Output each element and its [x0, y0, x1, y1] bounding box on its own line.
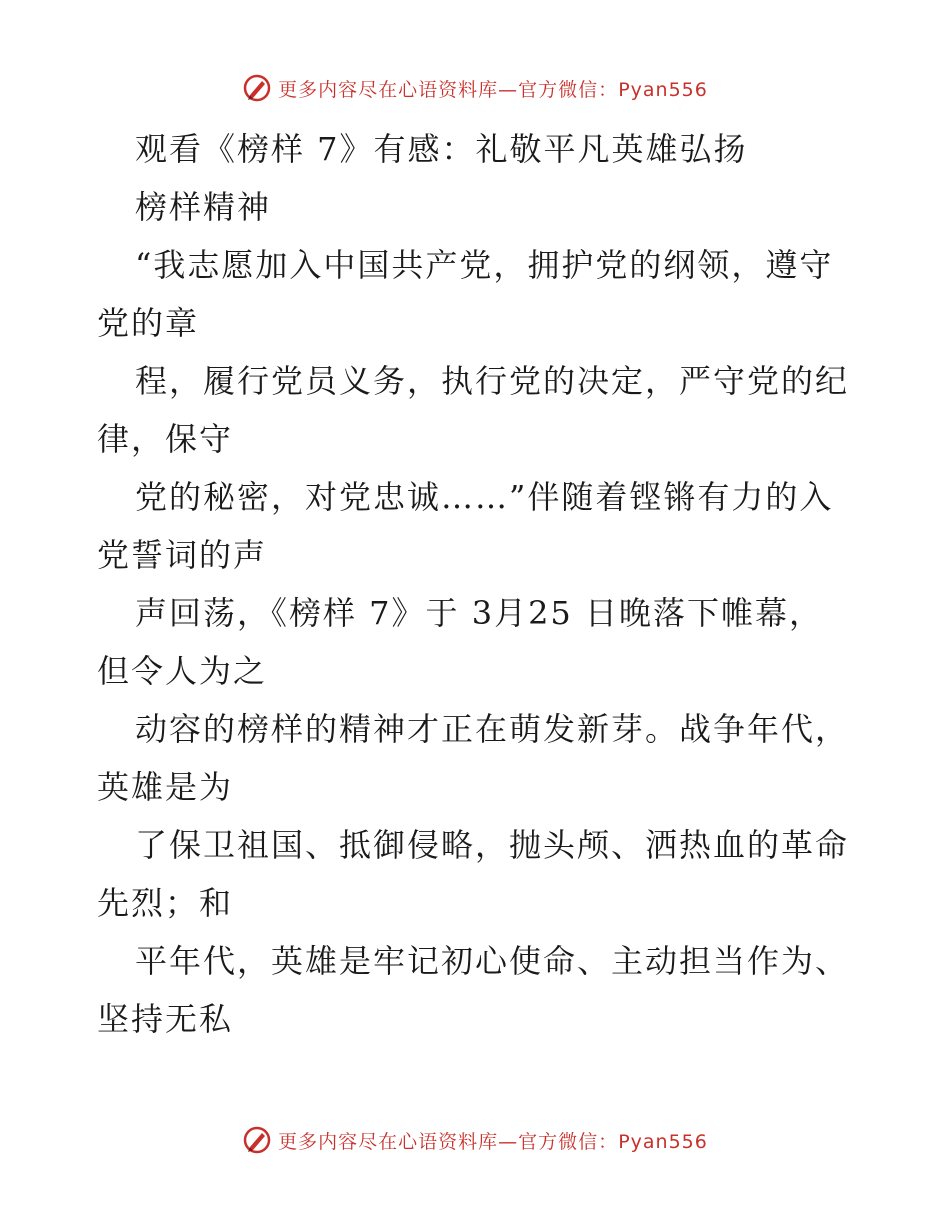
- doc-line: 先烈；和: [97, 884, 234, 922]
- doc-line: 了保卫祖国、抵御侵略，抛头颅、洒热血的革命: [135, 826, 850, 864]
- watermark-wechat-id: Pyan556: [618, 78, 708, 101]
- doc-line: 榜样精神: [135, 188, 272, 226]
- watermark-site: 更多内容尽在心语资料库: [278, 1130, 499, 1153]
- doc-line: 党誓词的声: [97, 536, 268, 574]
- watermark-separator: —: [498, 1130, 519, 1153]
- pen-logo-icon: [242, 1125, 272, 1155]
- doc-line: 党的秘密，对党忠诚……”伴随着铿锵有力的入: [135, 478, 834, 516]
- doc-line: 声回荡，《榜样 7》于 3月25 日晚落下帷幕，: [135, 594, 823, 632]
- watermark-site: 更多内容尽在心语资料库: [278, 78, 499, 101]
- doc-line: 平年代，英雄是牢记初心使命、主动担当作为、: [135, 942, 850, 980]
- watermark-text: [278, 75, 708, 102]
- doc-line: 但令人为之: [97, 652, 268, 690]
- watermark-wechat-label: 官方微信：: [518, 78, 619, 101]
- watermark-text: [278, 1127, 708, 1154]
- doc-line: 程，履行党员义务，执行党的决定，严守党的纪: [135, 362, 850, 400]
- doc-line: 观看《榜样 7》有感：礼敬平凡英雄弘扬: [135, 130, 748, 168]
- watermark-separator: —: [498, 78, 519, 101]
- watermark-wechat-id: Pyan556: [618, 1130, 708, 1153]
- doc-line: 律，保守: [97, 420, 234, 458]
- watermark-wechat-label: 官方微信：: [518, 1130, 619, 1153]
- watermark-footer: [0, 1120, 950, 1160]
- document-body: [97, 120, 857, 1048]
- watermark-header: [0, 68, 950, 108]
- doc-line: 党的章: [97, 304, 200, 342]
- doc-line: 动容的榜样的精神才正在萌发新芽。战争年代，: [135, 710, 850, 748]
- doc-line: 坚持无私: [97, 1000, 234, 1038]
- doc-line: 英雄是为: [97, 768, 234, 806]
- doc-line: “我志愿加入中国共产党，拥护党的纲领，遵守: [135, 246, 834, 284]
- pen-logo-icon: [242, 73, 272, 103]
